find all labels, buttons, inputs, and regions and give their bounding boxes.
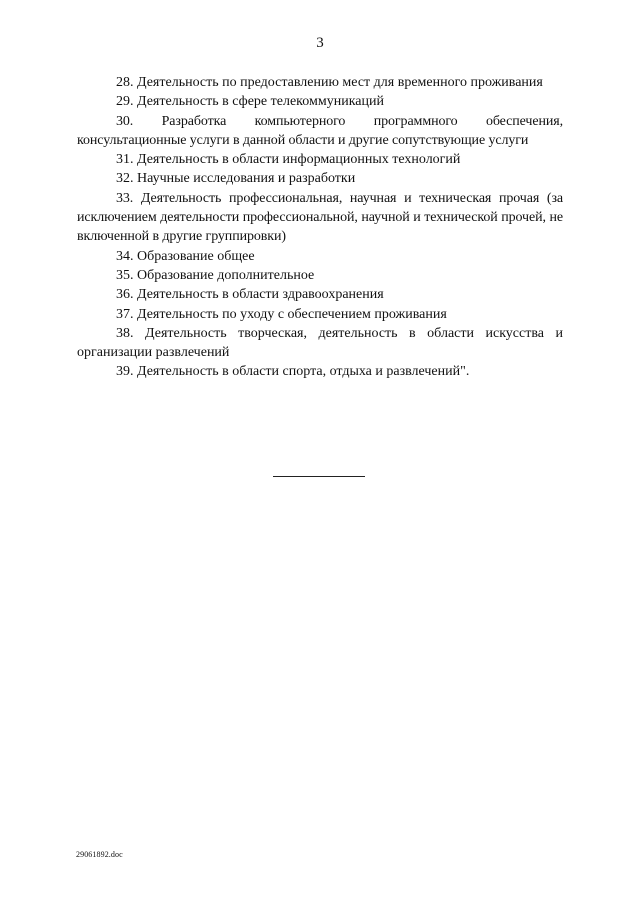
list-item-37: 37. Деятельность по уходу с обеспечением проживания: [116, 306, 447, 322]
document-file-name: 29061892.doc: [76, 850, 123, 859]
end-divider-line: [273, 476, 365, 477]
list-item-34: 34. Образование общее: [116, 248, 255, 264]
list-item-29: 29. Деятельность в сфере телекоммуникаций: [116, 94, 384, 110]
activity-list: [77, 73, 563, 382]
list-item-32: 32. Научные исследования и разработки: [116, 171, 356, 187]
list-item-30: 30. Разработка компьютерного программного обеспечения, консультационные услуги в данной области и другие сопутствующие услуги: [77, 113, 563, 148]
list-item-31: 31. Деятельность в области информационных технологий: [116, 152, 461, 168]
page-number: 3: [316, 35, 324, 51]
list-item-36: 36. Деятельность в области здравоохранения: [116, 287, 384, 303]
list-item-35: 35. Образование дополнительное: [116, 267, 315, 283]
list-item-33: 33. Деятельность профессиональная, научная и техническая прочая (за исключением деятельности профессиональной, научной и технической прочей, не включенной в другие группировки): [77, 190, 563, 245]
list-item-28: 28. Деятельность по предоставлению мест для временного проживания: [116, 75, 543, 90]
list-item-39: 39. Деятельность в области спорта, отдыха и развлечений".: [116, 364, 470, 380]
list-item-38: 38. Деятельность творческая, деятельность в области искусства и организации развлечений: [77, 325, 563, 361]
